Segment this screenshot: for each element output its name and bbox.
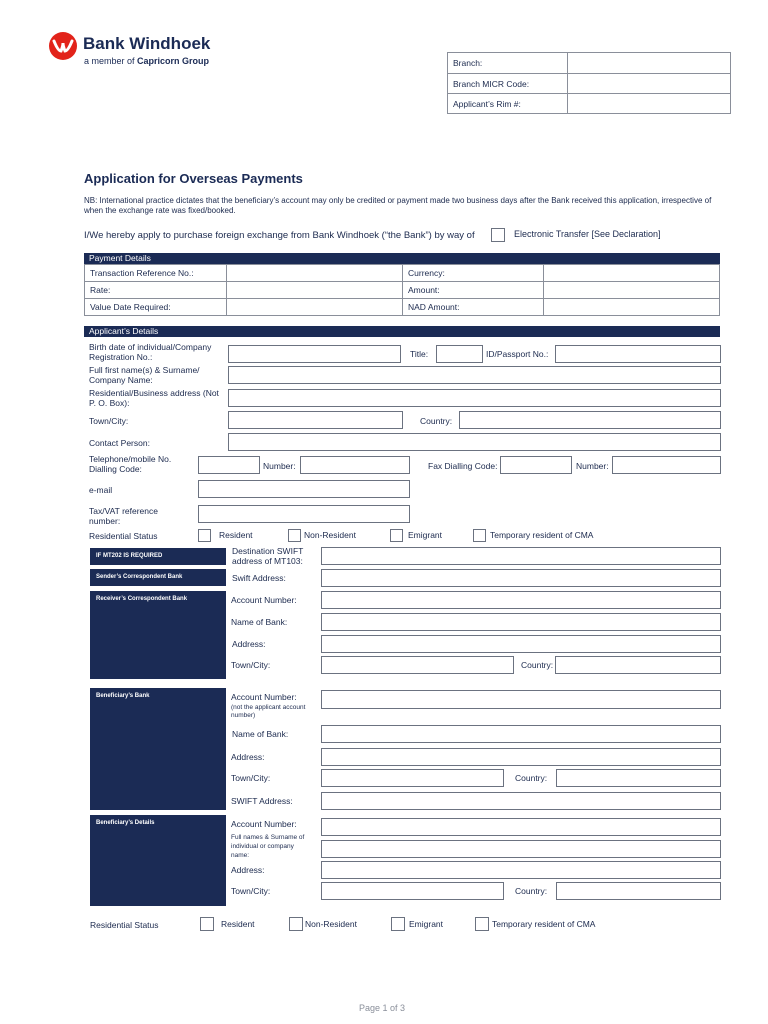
dest-swift-input[interactable]	[321, 547, 721, 565]
amount-label: Amount:	[403, 282, 544, 299]
table-row	[85, 282, 720, 299]
rate-input[interactable]	[227, 282, 403, 299]
receivers-country-label: Country:	[521, 660, 554, 670]
ben-names-label: Full names & Surname of individual or company name:	[231, 834, 305, 859]
page-title: Application for Overseas Payments	[84, 171, 303, 186]
email-input[interactable]	[198, 480, 410, 498]
txn-ref-label: Transaction Reference No.:	[85, 265, 227, 282]
residential-status-label: Residential Status	[89, 531, 158, 541]
table-row	[448, 74, 731, 94]
number-input[interactable]	[300, 456, 410, 474]
receivers-bank-block: Receiver’s Correspondent Bank	[90, 591, 226, 679]
ben-bank-address-label: Address:	[231, 752, 265, 762]
dest-swift-label: Destination SWIFT address of MT103:	[232, 546, 304, 566]
birth-input[interactable]	[228, 345, 401, 363]
note-text: NB: International practice dictates that the beneficiary’s account may only be credited or payment made two business days after the Bank received this application, irrespective of when the exchange rate was fixed/booked.	[84, 196, 712, 215]
title-input[interactable]	[436, 345, 483, 363]
brand-name: Bank Windhoek	[83, 34, 211, 53]
ben-bank-name-label: Name of Bank:	[232, 729, 289, 739]
names-label: Full first name(s) & Surname/ Company Name:	[89, 365, 200, 385]
receivers-account-input[interactable]	[321, 591, 721, 609]
ben-names-input[interactable]	[321, 840, 721, 858]
tax-label: Tax/VAT reference number:	[89, 506, 158, 526]
swift-address-input[interactable]	[321, 569, 721, 587]
emigrant-checkbox[interactable]	[390, 529, 403, 542]
ben-address-label: Address:	[231, 865, 265, 875]
tagline-group: Capricorn Group	[137, 56, 210, 66]
resident-label: Resident	[219, 530, 253, 540]
telephone-label: Telephone/mobile No. Dialling Code:	[89, 454, 172, 474]
rim-input[interactable]	[568, 94, 731, 114]
electronic-transfer-label: Electronic Transfer [See Declaration]	[514, 229, 661, 239]
ben-bank-name-input[interactable]	[321, 725, 721, 743]
receivers-bank-input[interactable]	[321, 613, 721, 631]
electronic-transfer-checkbox[interactable]	[491, 228, 505, 242]
bank-logo	[49, 32, 77, 60]
receivers-country-input[interactable]	[555, 656, 721, 674]
nad-amount-input[interactable]	[544, 299, 720, 316]
txn-ref-input[interactable]	[227, 265, 403, 282]
branch-table	[447, 52, 731, 114]
table-row	[448, 53, 731, 74]
ben-town-input[interactable]	[321, 882, 504, 900]
value-date-input[interactable]	[227, 299, 403, 316]
ben-bank-swift-input[interactable]	[321, 792, 721, 810]
email-label: e-mail	[89, 485, 113, 495]
id-input[interactable]	[555, 345, 721, 363]
page-number: Page 1 of 3	[359, 1003, 406, 1013]
swift-address-label: Swift Address:	[232, 573, 286, 583]
rim-label: Applicant’s Rim #:	[448, 94, 568, 114]
amount-input[interactable]	[544, 282, 720, 299]
ben-resident-checkbox[interactable]	[200, 917, 214, 931]
currency-input[interactable]	[544, 265, 720, 282]
ben-bank-country-label: Country:	[515, 773, 548, 783]
id-label: ID/Passport No.:	[486, 349, 549, 359]
names-input[interactable]	[228, 366, 721, 384]
ben-resident-label: Resident	[221, 919, 255, 929]
apply-line: I/We hereby apply to purchase foreign exchange from Bank Windhoek (“the Bank”) by way of	[84, 230, 475, 241]
applicant-details-header: Applicant’s Details	[84, 326, 720, 337]
dialling-code-input[interactable]	[198, 456, 260, 474]
ben-residential-status-label: Residential Status	[90, 920, 159, 930]
ben-emigrant-label: Emigrant	[409, 919, 444, 929]
receivers-town-input[interactable]	[321, 656, 514, 674]
ben-bank-account-label: Account Number:	[231, 692, 297, 702]
town-label: Town/City:	[89, 416, 129, 426]
branch-label: Branch:	[448, 53, 568, 74]
payment-details-table	[84, 264, 720, 316]
temp-resident-checkbox[interactable]	[473, 529, 486, 542]
temp-resident-label: Temporary resident of CMA	[490, 530, 594, 540]
non-resident-label: Non-Resident	[304, 530, 356, 540]
bank-logo-icon	[49, 32, 77, 60]
payment-details-header: Payment Details	[84, 253, 720, 264]
ben-address-input[interactable]	[321, 861, 721, 879]
resident-checkbox[interactable]	[198, 529, 211, 542]
ben-bank-swift-label: SWIFT Address:	[231, 796, 293, 806]
receivers-address-input[interactable]	[321, 635, 721, 653]
ben-non-resident-checkbox[interactable]	[289, 917, 303, 931]
mt202-label: IF MT202 IS REQUIRED	[90, 548, 226, 565]
table-row	[448, 94, 731, 114]
beneficiary-details-block: Beneficiary’s Details	[90, 815, 226, 906]
fax-label: Fax Dialling Code:	[428, 461, 498, 471]
rate-label: Rate:	[85, 282, 227, 299]
micr-input[interactable]	[568, 74, 731, 94]
ben-bank-address-input[interactable]	[321, 748, 721, 766]
ben-bank-town-label: Town/City:	[231, 773, 271, 783]
ben-country-input[interactable]	[556, 882, 721, 900]
currency-label: Currency:	[403, 265, 544, 282]
tagline-prefix: a member of	[84, 56, 135, 66]
beneficiary-bank-block: Beneficiary’s Bank	[90, 688, 226, 810]
fax-code-input[interactable]	[500, 456, 572, 474]
value-date-label: Value Date Required:	[85, 299, 227, 316]
table-row	[85, 265, 720, 282]
table-row	[85, 299, 720, 316]
ben-account-input[interactable]	[321, 818, 721, 836]
ben-temp-resident-label: Temporary resident of CMA	[492, 919, 596, 929]
emigrant-label: Emigrant	[408, 530, 443, 540]
ben-emigrant-checkbox[interactable]	[391, 917, 405, 931]
country-label: Country:	[420, 416, 453, 426]
ben-temp-resident-checkbox[interactable]	[475, 917, 489, 931]
contact-label: Contact Person:	[89, 438, 150, 448]
micr-label: Branch MICR Code:	[448, 74, 568, 94]
town-input[interactable]	[228, 411, 403, 429]
receivers-town-label: Town/City:	[231, 660, 271, 670]
number-label: Number:	[263, 461, 296, 471]
ben-bank-country-input[interactable]	[556, 769, 721, 787]
branch-input[interactable]	[568, 53, 731, 74]
nad-amount-label: NAD Amount:	[403, 299, 544, 316]
country-input[interactable]	[459, 411, 721, 429]
ben-country-label: Country:	[515, 886, 548, 896]
fax-number-input[interactable]	[612, 456, 721, 474]
senders-bank-label: Sender’s Correspondent Bank	[90, 569, 226, 586]
fax-number-label: Number:	[576, 461, 609, 471]
brand-tagline	[84, 56, 209, 67]
contact-input[interactable]	[228, 433, 721, 451]
birth-label: Birth date of individual/Company Registration No.:	[89, 342, 212, 362]
address-input[interactable]	[228, 389, 721, 407]
ben-town-label: Town/City:	[231, 886, 271, 896]
receivers-bank-label: Name of Bank:	[231, 617, 288, 627]
receivers-account-label: Account Number:	[231, 595, 297, 605]
tax-input[interactable]	[198, 505, 410, 523]
ben-bank-town-input[interactable]	[321, 769, 504, 787]
title-label: Title:	[410, 349, 429, 359]
non-resident-checkbox[interactable]	[288, 529, 301, 542]
receivers-address-label: Address:	[232, 639, 266, 649]
ben-non-resident-label: Non-Resident	[305, 919, 357, 929]
address-label: Residential/Business address (Not P. O. Box):	[89, 388, 219, 408]
ben-bank-account-note: (not the applicant account number)	[231, 704, 306, 719]
ben-bank-account-input[interactable]	[321, 690, 721, 709]
ben-account-label: Account Number:	[231, 819, 297, 829]
